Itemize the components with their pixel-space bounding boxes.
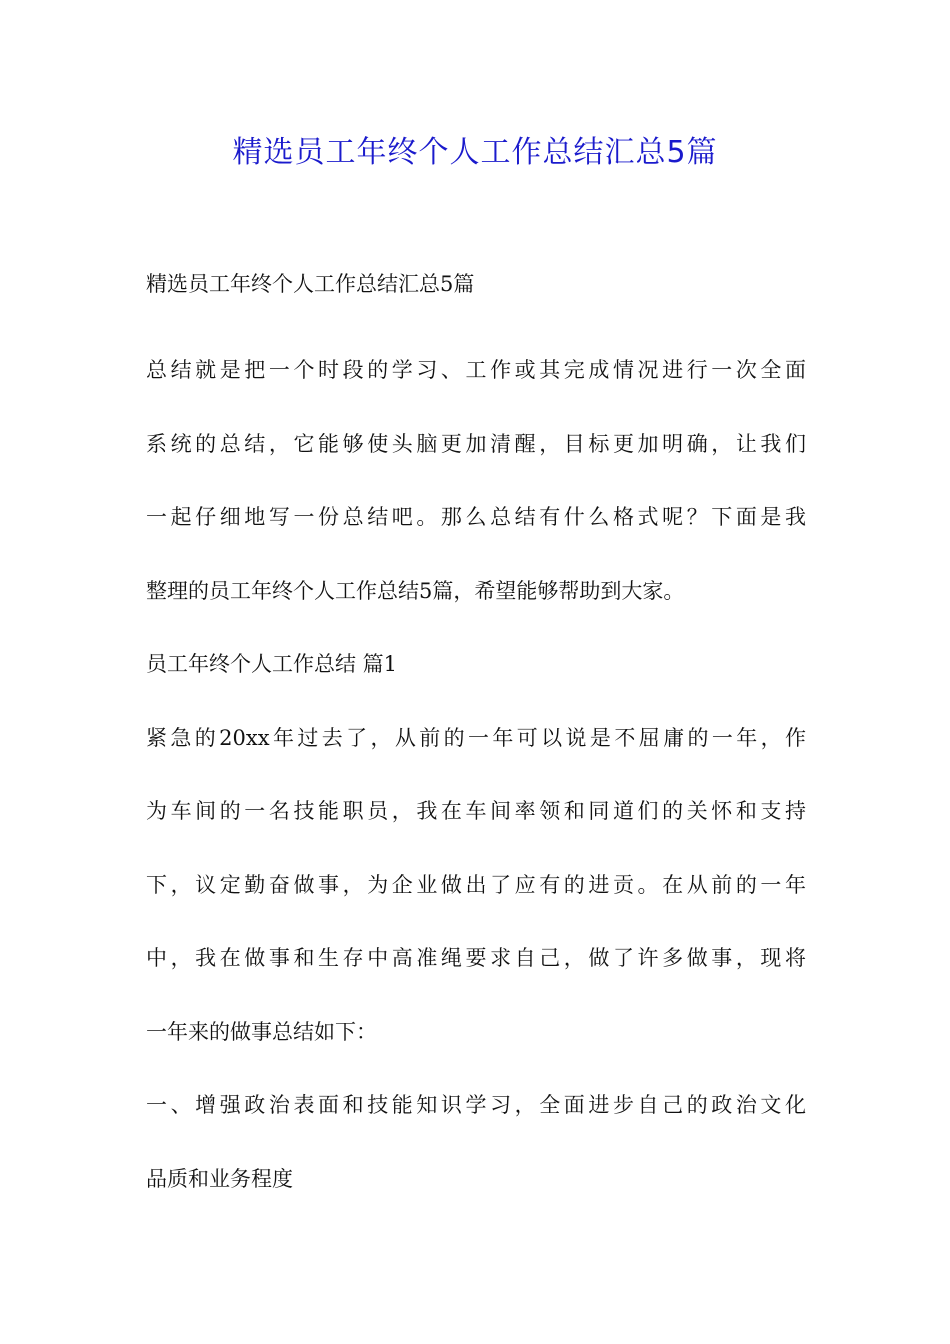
section-line: 中，我在做事和生存中高准绳要求自己，做了许多做事，现将 [146, 946, 806, 970]
intro-paragraph [146, 334, 806, 628]
point-line: 品质和业务程度 [146, 1166, 293, 1191]
intro-line: 总结就是把一个时段的学习、工作或其完成情况进行一次全面 [146, 358, 806, 382]
document-subtitle: 精选员工年终个人工作总结汇总5篇 [146, 272, 475, 296]
section-line: 为车间的一名技能职员，我在车间率领和同道们的关怀和支持 [146, 799, 806, 823]
section-line: 下，议定勤奋做事，为企业做出了应有的进贡。在从前的一年 [146, 872, 806, 897]
section-paragraph [146, 702, 806, 1070]
point-paragraph [146, 1069, 806, 1216]
intro-line: 整理的员工年终个人工作总结5篇，希望能够帮助到大家。 [146, 578, 685, 603]
document-title: 精选员工年终个人工作总结汇总5篇 [232, 135, 718, 170]
intro-line: 系统的总结，它能够使头脑更加清醒，目标更加明确，让我们 [146, 431, 806, 456]
section-line: 紧急的20xx年过去了，从前的一年可以说是不屈庸的一年，作 [146, 725, 806, 750]
point-line: 一、增强政治表面和技能知识学习，全面进步自己的政治文化 [146, 1093, 806, 1117]
intro-line: 一起仔细地写一份总结吧。那么总结有什么格式呢？下面是我 [146, 505, 806, 529]
section-heading: 员工年终个人工作总结 篇1 [146, 652, 398, 676]
document-body [146, 260, 806, 1216]
section-line: 一年来的做事总结如下： [146, 1019, 377, 1044]
